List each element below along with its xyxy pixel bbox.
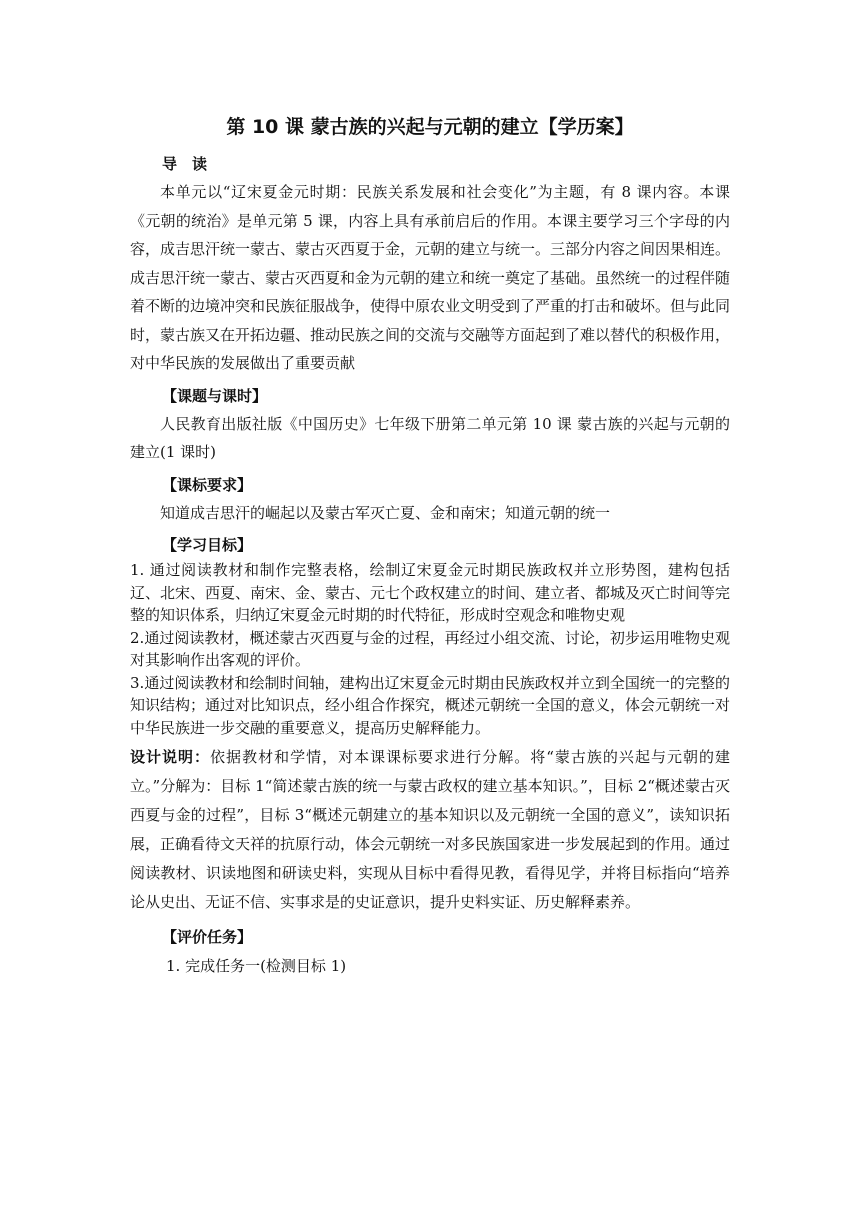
standard-paragraph: 知道成吉思汗的崛起以及蒙古军灭亡夏、金和南宋；知道元朝的统一 xyxy=(160,503,611,522)
intro-heading: 导 读 xyxy=(162,155,208,173)
topic-heading: 【课题与课时】 xyxy=(162,386,268,405)
design-note xyxy=(130,743,730,917)
goal-item: 1. 通过阅读教材和制作完整表格，绘制辽宋夏金元时期民族政权并立形势图，建构包括辽、北宋、西夏、南宋、金、蒙古、元七个政权建立的时间、建立者、都城及灭亡时间等完整的知识体系，归纳辽宋夏金元时期的时代特征，形成时空观念和唯物史观 xyxy=(130,561,731,624)
eval-task-item: 1. 完成任务一(检测目标 1) xyxy=(166,957,347,975)
document-body xyxy=(130,112,730,981)
goal-item: 3.通过阅读教材和绘制时间轴，建构出辽宋夏金元时期由民族政权并立到全国统一的完整的知识结构；通过对比知识点，经小组合作探究，概述元朝统一全国的意义，体会元朝统一对中华民族进一步交融的重要意义，提高历史解释能力。 xyxy=(130,673,731,737)
document-title: 第 10 课 蒙古族的兴起与元朝的建立【学历案】 xyxy=(226,116,634,138)
standard-heading: 【课标要求】 xyxy=(162,475,253,494)
eval-heading: 【评价任务】 xyxy=(162,928,253,946)
topic-paragraph: 人民教育出版社版《中国历史》七年级下册第二单元第 10 课 蒙古族的兴起与元朝的建立(1 课时) xyxy=(130,414,730,461)
goals-heading: 【学习目标】 xyxy=(162,536,253,554)
goal-item: 2.通过阅读教材，概述蒙古灭西夏与金的过程，再经过小组交流、讨论，初步运用唯物史观对其影响作出客观的评价。 xyxy=(130,628,730,669)
intro-paragraph: 本单元以“辽宋夏金元时期：民族关系发展和社会变化”为主题，有 8 课内容。本课《元朝的统治》是单元第 5 课，内容上具有承前启后的作用。本课主要学习三个字母的内容，成吉思汗统一蒙古、蒙古灭西夏于金，元朝的建立与统一。三部分内容之间因果相连。成吉思汗统一蒙古、蒙古灭西夏和金为元朝的建立和统一奠定了基础。虽然统一的过程伴随着不断的边境冲突和民族征服战争，使得中原农业文明受到了严重的打击和破坏。但与此同时，蒙古族又在开拓边疆、推动民族之间的交流与交融等方面起到了难以替代的积极作用，对中华民族的发展做出了重要贡献 xyxy=(130,183,731,372)
design-note-lead: 设计说明： xyxy=(130,748,211,766)
design-note-text: 依据教材和学情，对本课课标要求进行分解。将“蒙古族的兴起与元朝的建立。”分解为：目标 1“简述蒙古族的统一与蒙古政权的建立基本知识。”，目标 2“概述蒙古灭西夏与金的过程”，目标 3“概述元朝建立的基本知识以及元朝统一全国的意义”，读知识拓展，正确看待文天祥的抗原行动，体会元朝统一对多民族国家进一步发展起到的作用。通过阅读教材、识读地图和研读史料，实现从目标中看得见教，看得见学，并将目标指向“培养论从史出、无证不信、实事求是的史证意识，提升史料实证、历史解释素养。 xyxy=(130,748,731,911)
goals-list xyxy=(130,559,730,739)
